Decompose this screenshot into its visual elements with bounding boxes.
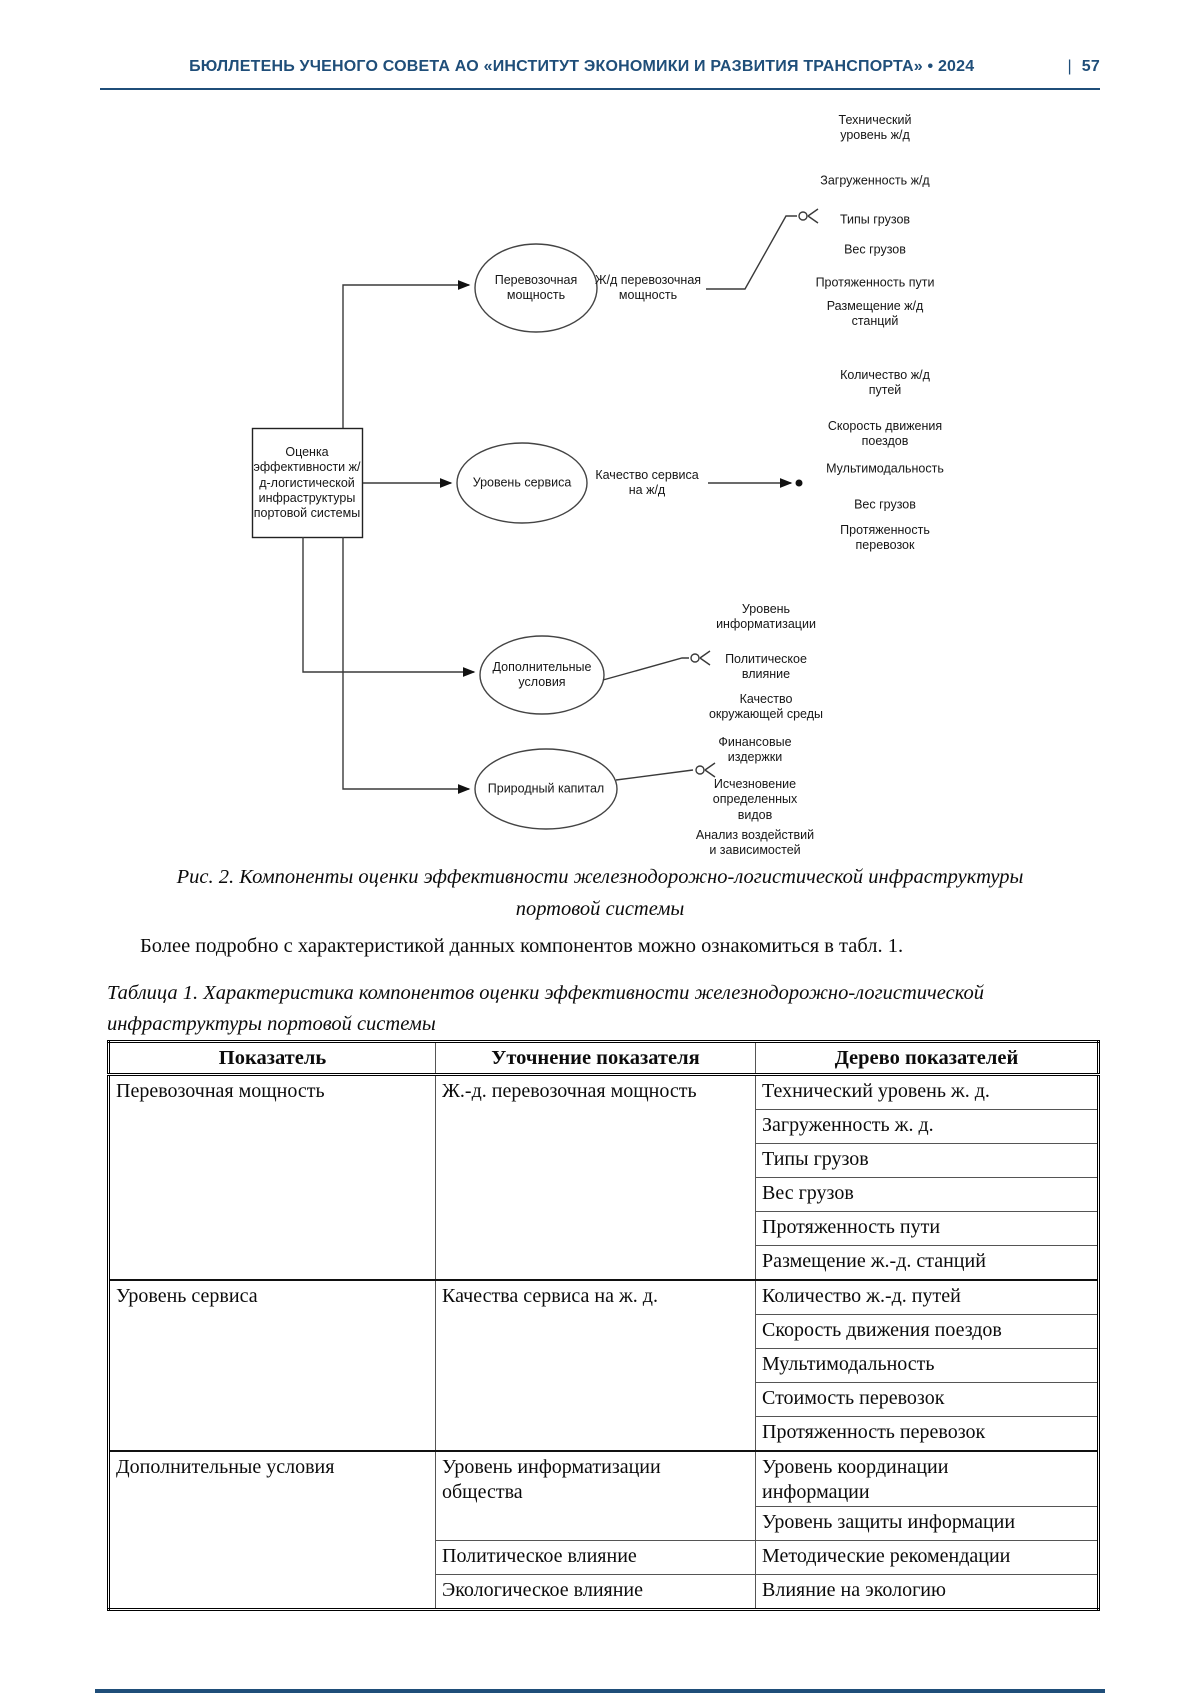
table-cell-tree: Вес грузов: [756, 1178, 1099, 1212]
leaf-label: Количество ж/д путей: [840, 367, 930, 397]
leaf-label: Скорость движения поездов: [827, 418, 943, 448]
table-cell-tree: Количество ж.-д. путей: [756, 1280, 1099, 1315]
leaf-label: Вес грузов: [854, 497, 916, 512]
node-label-nature: Природный капитал: [487, 781, 605, 796]
table-cell-tree: Скорость движения поездов: [756, 1315, 1099, 1349]
table-cell-tree: Методические рекомендации: [756, 1541, 1099, 1575]
link-label-rail-capacity: Ж/д перевозочная мощность: [594, 272, 702, 302]
table-cell-tree: Стоимость перевозок: [756, 1383, 1099, 1417]
journal-header: [100, 58, 1100, 76]
table-cell-tree: Протяженность пути: [756, 1212, 1099, 1246]
table-caption: Таблица 1. Характеристика компонентов оценки эффективности железнодорожно-логистической инфраструктуры портовой системы: [107, 982, 985, 1035]
leaf-label: Финансовые издержки: [718, 734, 792, 764]
table-cell-clarification: Экологическое влияние: [436, 1575, 756, 1610]
table-row: [109, 1451, 1099, 1507]
table-cell-tree: Типы грузов: [756, 1144, 1099, 1178]
indicators-table: [107, 1040, 1100, 1611]
table-cell-tree: Влияние на экологию: [756, 1575, 1099, 1610]
leaf-label: Протяженность перевозок: [840, 522, 930, 552]
leaf-label: Размещение ж/д станций: [826, 298, 924, 328]
journal-title: БЮЛЛЕТЕНЬ УЧЕНОГО СОВЕТА АО «ИНСТИТУТ ЭКОНОМИКИ И РАЗВИТИЯ ТРАНСПОРТА» • 2024: [189, 58, 975, 75]
table-cell-clarification: Ж.-д. перевозочная мощность: [436, 1075, 756, 1281]
footer-rule: [95, 1689, 1105, 1693]
table-cell-tree: Размещение ж.-д. станций: [756, 1246, 1099, 1281]
leaf-label: Типы грузов: [839, 212, 911, 227]
leaf-label: Качество окружающей среды: [708, 691, 824, 721]
table-cell-indicator: Уровень сервиса: [109, 1280, 436, 1451]
header-rule: [100, 88, 1100, 90]
leaf-label: Вес грузов: [844, 242, 906, 257]
header-divider: |: [1067, 58, 1072, 75]
leaf-label: Анализ воздействий и зависимостей: [695, 827, 815, 857]
table-cell-clarification: Уровень информатизации общества: [436, 1451, 756, 1541]
body-paragraph: Более подробно с характеристикой данных компонентов можно ознакомиться в табл. 1.: [140, 935, 904, 957]
leaf-label: Технический уровень ж/д: [838, 112, 912, 142]
page-number: 57: [1081, 58, 1100, 75]
table-cell-tree: Уровень координации информации: [756, 1451, 1099, 1507]
column-header-indicator: Показатель: [109, 1042, 436, 1075]
table-cell-tree: Мультимодальность: [756, 1349, 1099, 1383]
table-row: [109, 1075, 1099, 1110]
node-label-capacity: Перевозочная мощность: [494, 272, 578, 302]
table-cell-tree: Протяженность перевозок: [756, 1417, 1099, 1452]
leaf-label: Протяженность пути: [815, 275, 935, 290]
link-label-rail-service: Качество сервиса на ж/д: [595, 467, 699, 497]
table-row: [109, 1280, 1099, 1315]
figure-caption: Рис. 2. Компоненты оценки эффективности железнодорожно-логистической инфраструктуры портовой системы: [176, 866, 1024, 920]
table-cell-tree: Загруженность ж. д.: [756, 1110, 1099, 1144]
column-header-tree: Дерево показателей: [756, 1042, 1099, 1075]
table-cell-tree: Технический уровень ж. д.: [756, 1075, 1099, 1110]
column-header-clarification: Уточнение показателя: [436, 1042, 756, 1075]
node-label-extra: Дополнительные условия: [492, 659, 592, 689]
leaf-label: Загруженность ж/д: [820, 173, 930, 188]
table-cell-clarification: Качества сервиса на ж. д.: [436, 1280, 756, 1451]
table-cell-tree: Уровень защиты информации: [756, 1507, 1099, 1541]
leaf-label: Политическое влияние: [725, 651, 807, 681]
table-cell-indicator: Перевозочная мощность: [109, 1075, 436, 1281]
node-label-service: Уровень сервиса: [472, 475, 572, 490]
leaf-label: Мультимодальность: [826, 461, 944, 476]
table-cell-indicator: Дополнительные условия: [109, 1451, 436, 1610]
root-box-label: Оценка эффективности ж/ д-логистической инфраструктуры портовой системы: [253, 444, 361, 520]
table-cell-clarification: Политическое влияние: [436, 1541, 756, 1575]
figure-diagram: [100, 100, 1100, 860]
leaf-label: Уровень информатизации: [716, 601, 816, 631]
leaf-label: Исчезновение определенных видов: [712, 777, 798, 822]
